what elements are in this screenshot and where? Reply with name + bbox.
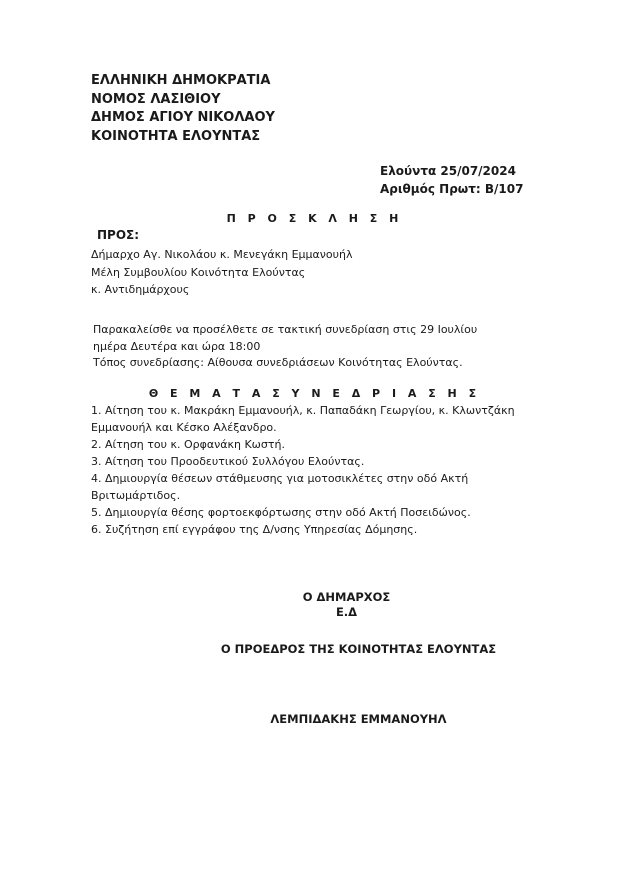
header-line-community: ΚΟΙΝΟΤΗΤΑ ΕΛΟΥΝΤΑΣ — [91, 128, 261, 144]
body-line: Τόπος συνεδρίασης: Αίθουσα συνεδριάσεων Κοινότητας Ελούντας. — [93, 356, 463, 369]
recipient-item: Δήμαρχο Αγ. Νικολάου κ. Μενεγάκη Εμμανουήλ — [91, 248, 353, 261]
document-meta — [380, 162, 523, 198]
header-line-municipality: ΔΗΜΟΣ ΑΓΙΟΥ ΝΙΚΟΛΑΟΥ — [91, 110, 275, 125]
protocol-number: Αριθμός Πρωτ: Β/107 — [380, 182, 524, 196]
to-label: ΠΡΟΣ: — [97, 228, 140, 242]
body-line: Παρακαλείσθε να προσέλθετε σε τακτική συνεδρίαση στις 29 Ιουλίου — [93, 323, 478, 336]
topic-item: 2. Αίτηση του κ. Ορφανάκη Κωστή. — [91, 438, 285, 451]
president-title: Ο ΠΡΟΕΔΡΟΣ ΤΗΣ ΚΟΙΝΟΤΗΤΑΣ ΕΛΟΥΝΤΑΣ — [220, 642, 497, 656]
invitation-body — [93, 322, 477, 372]
topics-list — [91, 402, 515, 538]
topics-title: Θ Ε Μ Α Τ Α Σ Υ Ν Ε Δ Ρ Ι Α Σ Η Σ — [148, 387, 481, 400]
recipients-list — [91, 246, 353, 299]
body-line: ημέρα Δευτέρα και ώρα 18:00 — [93, 339, 261, 353]
recipient-item: Μέλη Συμβουλίου Κοινότητα Ελούντας — [91, 265, 306, 279]
topic-item: 6. Συζήτηση επί εγγράφου της Δ/νσης Υπηρεσίας Δόμησης. — [91, 523, 418, 536]
mayor-note: Ε.Δ — [335, 605, 358, 619]
header-line-prefecture: ΝΟΜΟΣ ΛΑΣΙΘΙΟΥ — [91, 91, 221, 107]
invitation-title: Π Ρ Ο Σ Κ Λ Η Σ Η — [226, 212, 403, 225]
place-date: Ελούντα 25/07/2024 — [380, 164, 516, 178]
topic-item: 3. Αίτηση του Προοδευτικού Συλλόγου Ελούντας. — [91, 455, 365, 468]
president-name: ΛΕΜΠΙΔΑΚΗΣ ΕΜΜΑΝΟΥΗΛ — [270, 712, 447, 726]
issuer-header — [91, 72, 275, 146]
header-line-republic: ΕΛΛΗΝΙΚΗ ΔΗΜΟΚΡΑΤΙΑ — [91, 73, 271, 88]
topic-item: 4. Δημιουργία θέσεων στάθμευσης για μοτοσικλέτες στην οδό Ακτή Βριτωμάρτιδος. — [91, 472, 469, 502]
recipient-item: κ. Αντιδημάρχους — [91, 283, 190, 296]
topic-item: 5. Δημιουργία θέσης φορτοεκφόρτωσης στην οδό Ακτή Ποσειδώνος. — [91, 506, 471, 519]
mayor-title: Ο ΔΗΜΑΡΧΟΣ — [302, 590, 391, 604]
topic-item: 1. Αίτηση του κ. Μακράκη Εμμανουήλ, κ. Παπαδάκη Γεωργίου, κ. Κλωντζάκη Εμμανουήλ και Κέσκο Αλέξανδρο. — [91, 404, 515, 434]
